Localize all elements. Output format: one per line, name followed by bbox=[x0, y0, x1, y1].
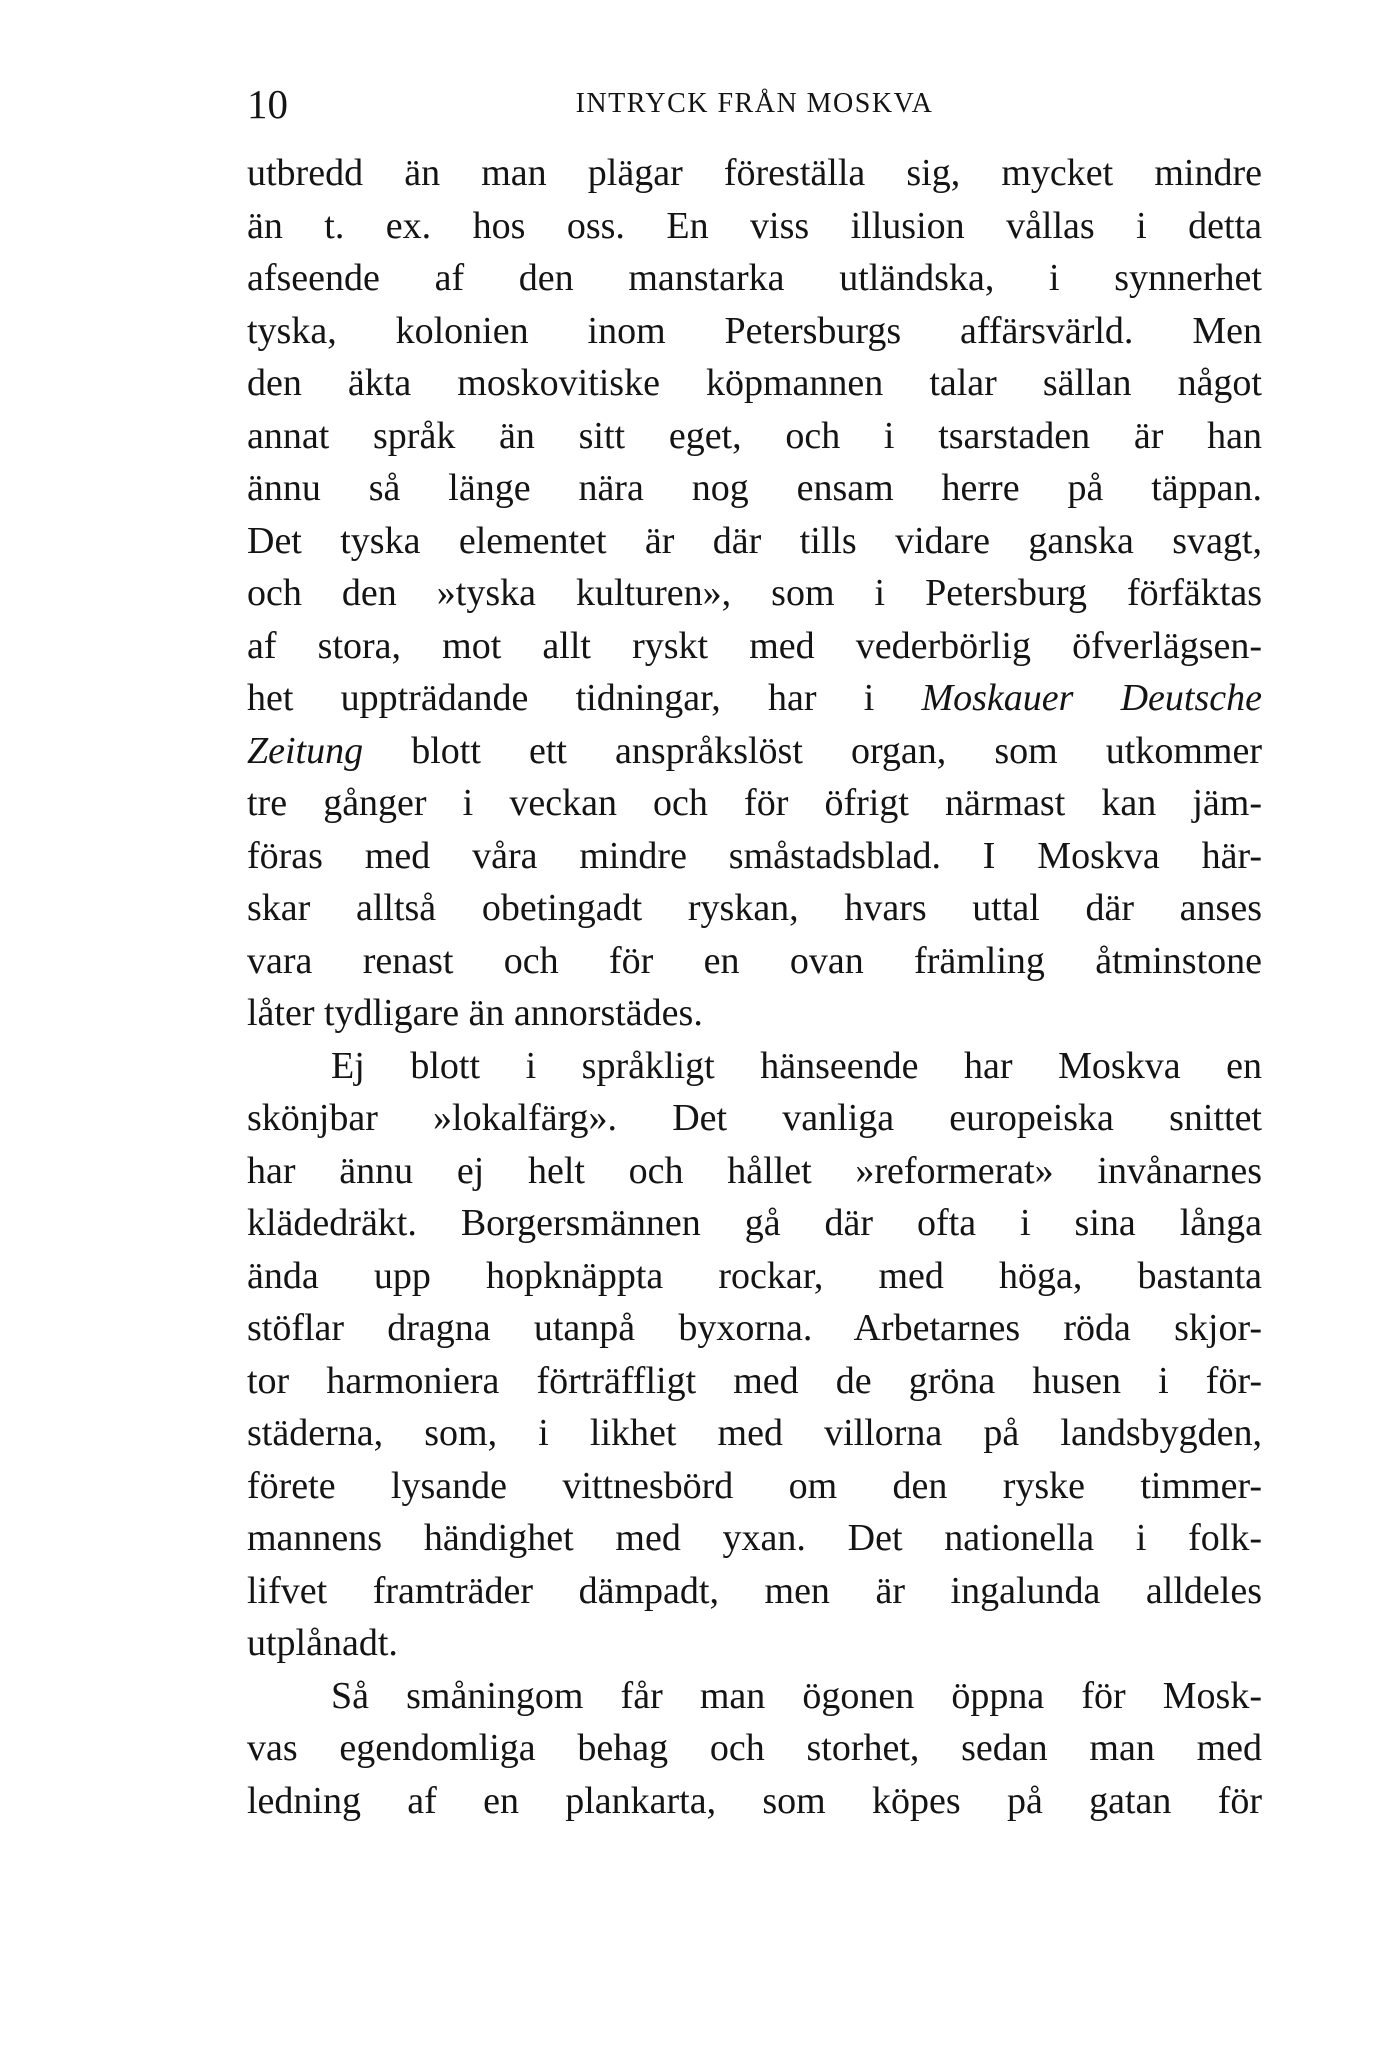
text-line: tor harmoniera förträffligt med de gröna husen i för- bbox=[247, 1359, 1262, 1402]
text-line: utplånadt. bbox=[247, 1622, 398, 1664]
text-line: Det tyska elementet är där tills vidare ganska svagt, bbox=[247, 519, 1262, 562]
text-line: än t. ex. hos oss. En viss illusion vållas i detta bbox=[247, 204, 1262, 247]
page-number: 10 bbox=[247, 81, 288, 127]
text-line: Så småningom får man ögonen öppna för Mosk- bbox=[331, 1674, 1262, 1717]
text-line: mannens händighet med yxan. Det nationella i folk- bbox=[247, 1517, 1262, 1559]
body-text bbox=[247, 147, 1262, 1827]
text-line: ännu så länge nära nog ensam herre på täppan. bbox=[247, 467, 1262, 509]
text-line bbox=[247, 672, 1262, 725]
text-line: den äkta moskovitiske köpmannen talar sällan något bbox=[247, 362, 1262, 404]
text-line: och den »tyska kulturen», som i Petersburg förfäktas bbox=[247, 572, 1262, 614]
text-line: klädedräkt. Borgersmännen gå där ofta i sina långa bbox=[247, 1202, 1262, 1244]
text-line: Ej blott i språkligt hänseende har Moskva en bbox=[331, 1044, 1262, 1087]
text-line: skar alltså obetingadt ryskan, hvars uttal där anses bbox=[247, 887, 1262, 929]
text-line: vas egendomliga behag och storhet, sedan man med bbox=[247, 1727, 1262, 1769]
text-line: utbredd än man plägar föreställa sig, mycket mindre bbox=[247, 152, 1262, 194]
text-line: städerna, som, i likhet med villorna på landsbygden, bbox=[247, 1412, 1262, 1454]
newspaper-title-italic: Moskauer Deutsche bbox=[921, 677, 1262, 719]
text-line: tyska, kolonien inom Petersburgs affärsvärld. Men bbox=[247, 309, 1262, 352]
text-line: vara renast och för en ovan främling åtminstone bbox=[247, 939, 1262, 982]
text-line: har ännu ej helt och hållet »reformerat» invånarnes bbox=[247, 1149, 1262, 1192]
text-line: annat språk än sitt eget, och i tsarstaden är han bbox=[247, 414, 1262, 457]
text-line bbox=[247, 725, 1262, 778]
text-line: afseende af den manstarka utländska, i synnerhet bbox=[247, 257, 1262, 299]
text-line: af stora, mot allt ryskt med vederbörlig öfverlägsen- bbox=[247, 624, 1262, 667]
text-line: lifvet framträder dämpadt, men är ingalunda alldeles bbox=[247, 1569, 1262, 1612]
text-line: skönjbar »lokalfärg». Det vanliga europeiska snittet bbox=[247, 1097, 1262, 1139]
text-line: ända upp hopknäppta rockar, med höga, bastanta bbox=[247, 1254, 1262, 1297]
text-line: ledning af en plankarta, som köpes på gatan för bbox=[247, 1779, 1262, 1822]
text-line: förete lysande vittnesbörd om den ryske timmer- bbox=[247, 1464, 1262, 1507]
running-head: INTRYCK FRÅN MOSKVA bbox=[575, 88, 934, 119]
text-line: låter tydligare än annorstädes. bbox=[247, 992, 703, 1034]
text-segment: het uppträdande tidningar, har i bbox=[247, 677, 922, 719]
newspaper-title-italic: Zeitung bbox=[247, 729, 364, 772]
text-segment: blott ett anspråkslöst organ, som utkommer bbox=[363, 729, 1262, 772]
text-line: föras med våra mindre småstadsblad. I Moskva här- bbox=[247, 834, 1262, 877]
page-header bbox=[247, 74, 1262, 134]
text-line: stöflar dragna utanpå byxorna. Arbetarnes röda skjor- bbox=[247, 1307, 1262, 1349]
text-line: tre gånger i veckan och för öfrigt närmast kan jäm- bbox=[247, 782, 1262, 824]
